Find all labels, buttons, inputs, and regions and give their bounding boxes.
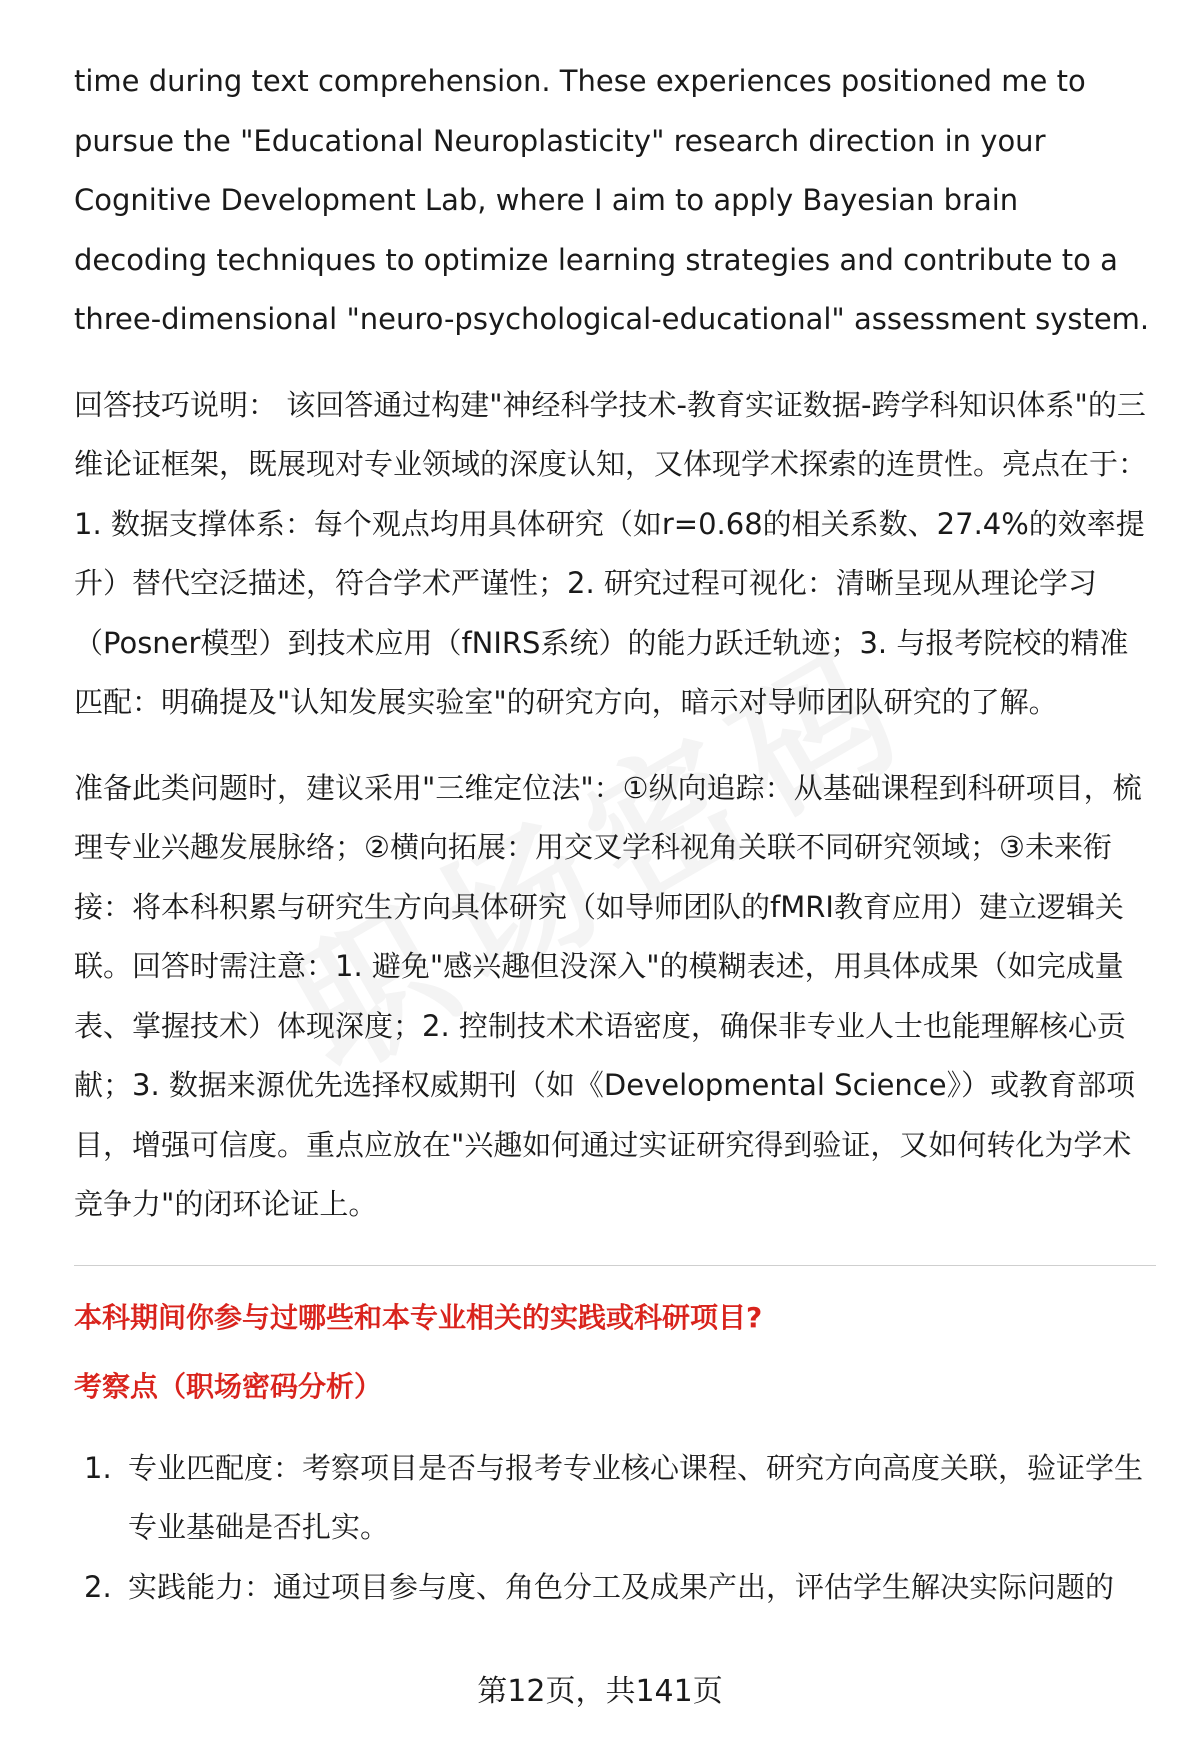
subheading: 考察点（职场密码分析） [74, 1369, 383, 1403]
page-number: 第12页，共141页 [477, 1674, 723, 1709]
tips-paragraph: 回答技巧说明： 该回答通过构建"神经科学技术-教育实证数据-跨学科知识体系"的三维论证框架，既展现对专业领域的深度认知，又体现学术探索的连贯性。亮点在于：1. 数据支撑体系：每个观点均用具体研究（如r=0.68的相关系数、27.4%的效率提升）替代空泛描述，符合学术严谨性；2. 研究过程可视化：清晰呈现从理论学习（Posner模型）到技术应用（fNIRS系统）的能力跃迁轨迹；3. 与报考院校的精准匹配：明确提及"认知发展实验室"的研究方向，暗示对导师团队研究的了解。 [74, 387, 1148, 719]
section-divider [74, 1265, 1156, 1266]
list-item [74, 1558, 1156, 1618]
list-item-number: 2. [84, 1569, 112, 1604]
list-item-text: 专业匹配度：考察项目是否与报考专业核心课程、研究方向高度关联，验证学生专业基础是否扎实。 [128, 1450, 1144, 1544]
prep-paragraph: 准备此类问题时，建议采用"三维定位法"：①纵向追踪：从基础课程到科研项目，梳理专业兴趣发展脉络；②横向拓展：用交叉学科视角关联不同研究领域；③未来衔接：将本科积累与研究生方向具体研究（如导师团队的fMRI教育应用）建立逻辑关联。回答时需注意：1. 避免"感兴趣但没深入"的模糊表述，用具体成果（如完成量表、掌握技术）体现深度；2. 控制技术术语密度，确保非专业人士也能理解核心贡献；3. 数据来源优先选择权威期刊（如《Developmental Science》）或教育部项目，增强可信度。重点应放在"兴趣如何通过实证研究得到验证，又如何转化为学术竞争力"的闭环论证上。 [74, 770, 1142, 1221]
list-item-text: 实践能力：通过项目参与度、角色分工及成果产出，评估学生解决实际问题的 [128, 1569, 1115, 1604]
document-page [74, 52, 1156, 1617]
list-item-number: 1. [84, 1450, 112, 1485]
list-item [74, 1439, 1156, 1558]
question-heading: 本科期间你参与过哪些和本专业相关的实践或科研项目? [74, 1300, 763, 1334]
assessment-list [74, 1439, 1156, 1618]
intro-paragraph: time during text comprehension. These experiences positioned me to pursue the "Educational Neuroplasticity" research direction in your Cognitive Development Lab, where I aim to apply Bayesian brain decoding techniques to optimize learning strategies and contribute to a three-dimensional "neuro-psychological-educational" assessment system. [74, 64, 1150, 336]
